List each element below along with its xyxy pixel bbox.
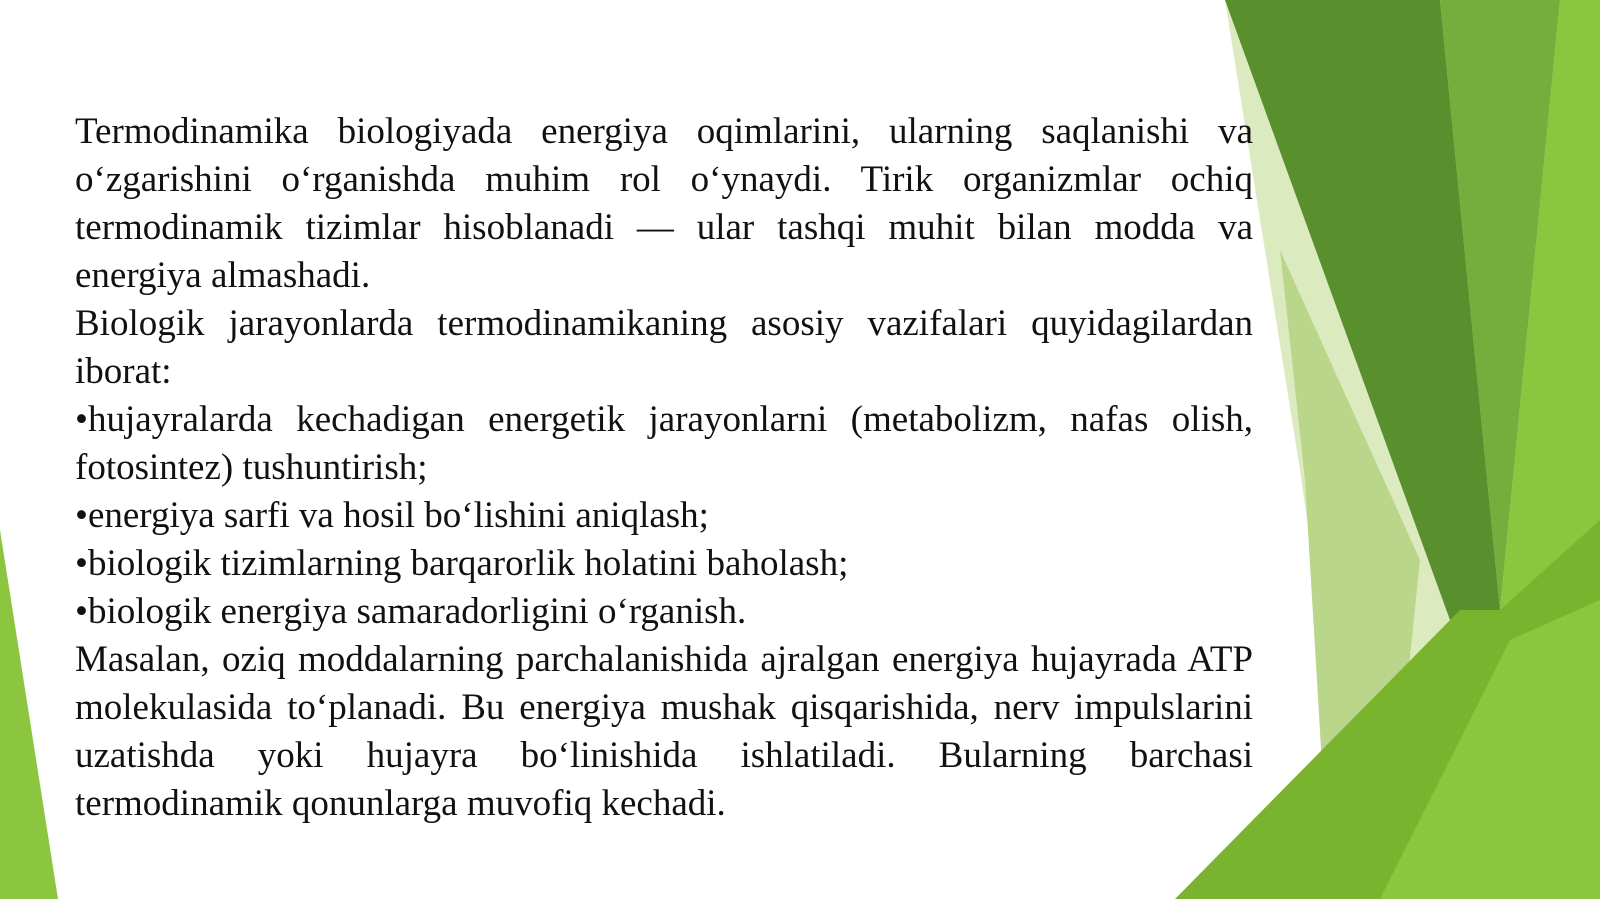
tasks-heading-paragraph: Biologik jarayonlarda termodinamikaning asosiy vazifalari quyidagilardan iborat: (75, 303, 1253, 392)
bullet-item: •hujayralarda kechadigan energetik jarayonlarni (metabolizm, nafas olish, fotosintez) tushuntirish; (75, 399, 1253, 488)
bullet-item: •biologik energiya samaradorligini o‘rganish. (75, 591, 747, 632)
bullet-item: •energiya sarfi va hosil bo‘lishini aniqlash; (75, 495, 709, 536)
bullet-item: •biologik tizimlarning barqarorlik holatini baholash; (75, 543, 849, 584)
example-paragraph: Masalan, oziq moddalarning parchalanishida ajralgan energiya hujayrada ATP molekulasida to‘planadi. Bu energiya mushak qisqarishida, nerv impulslarini uzatishda yoki hujayra bo‘linishida ishlatiladi. Bularning barchasi termodinamik qonunlarga muvofiq kechadi. (75, 639, 1253, 824)
left-green-facet (0, 530, 58, 899)
slide-text-body (75, 108, 1253, 828)
intro-paragraph: Termodinamika biologiyada energiya oqimlarini, ularning saqlanishi va o‘zgarishini o‘rganishda muhim rol o‘ynaydi. Tirik organizmlar ochiq termodinamik tizimlar hisoblanadi — ular tashqi muhit bilan modda va energiya almashadi. (75, 111, 1253, 296)
